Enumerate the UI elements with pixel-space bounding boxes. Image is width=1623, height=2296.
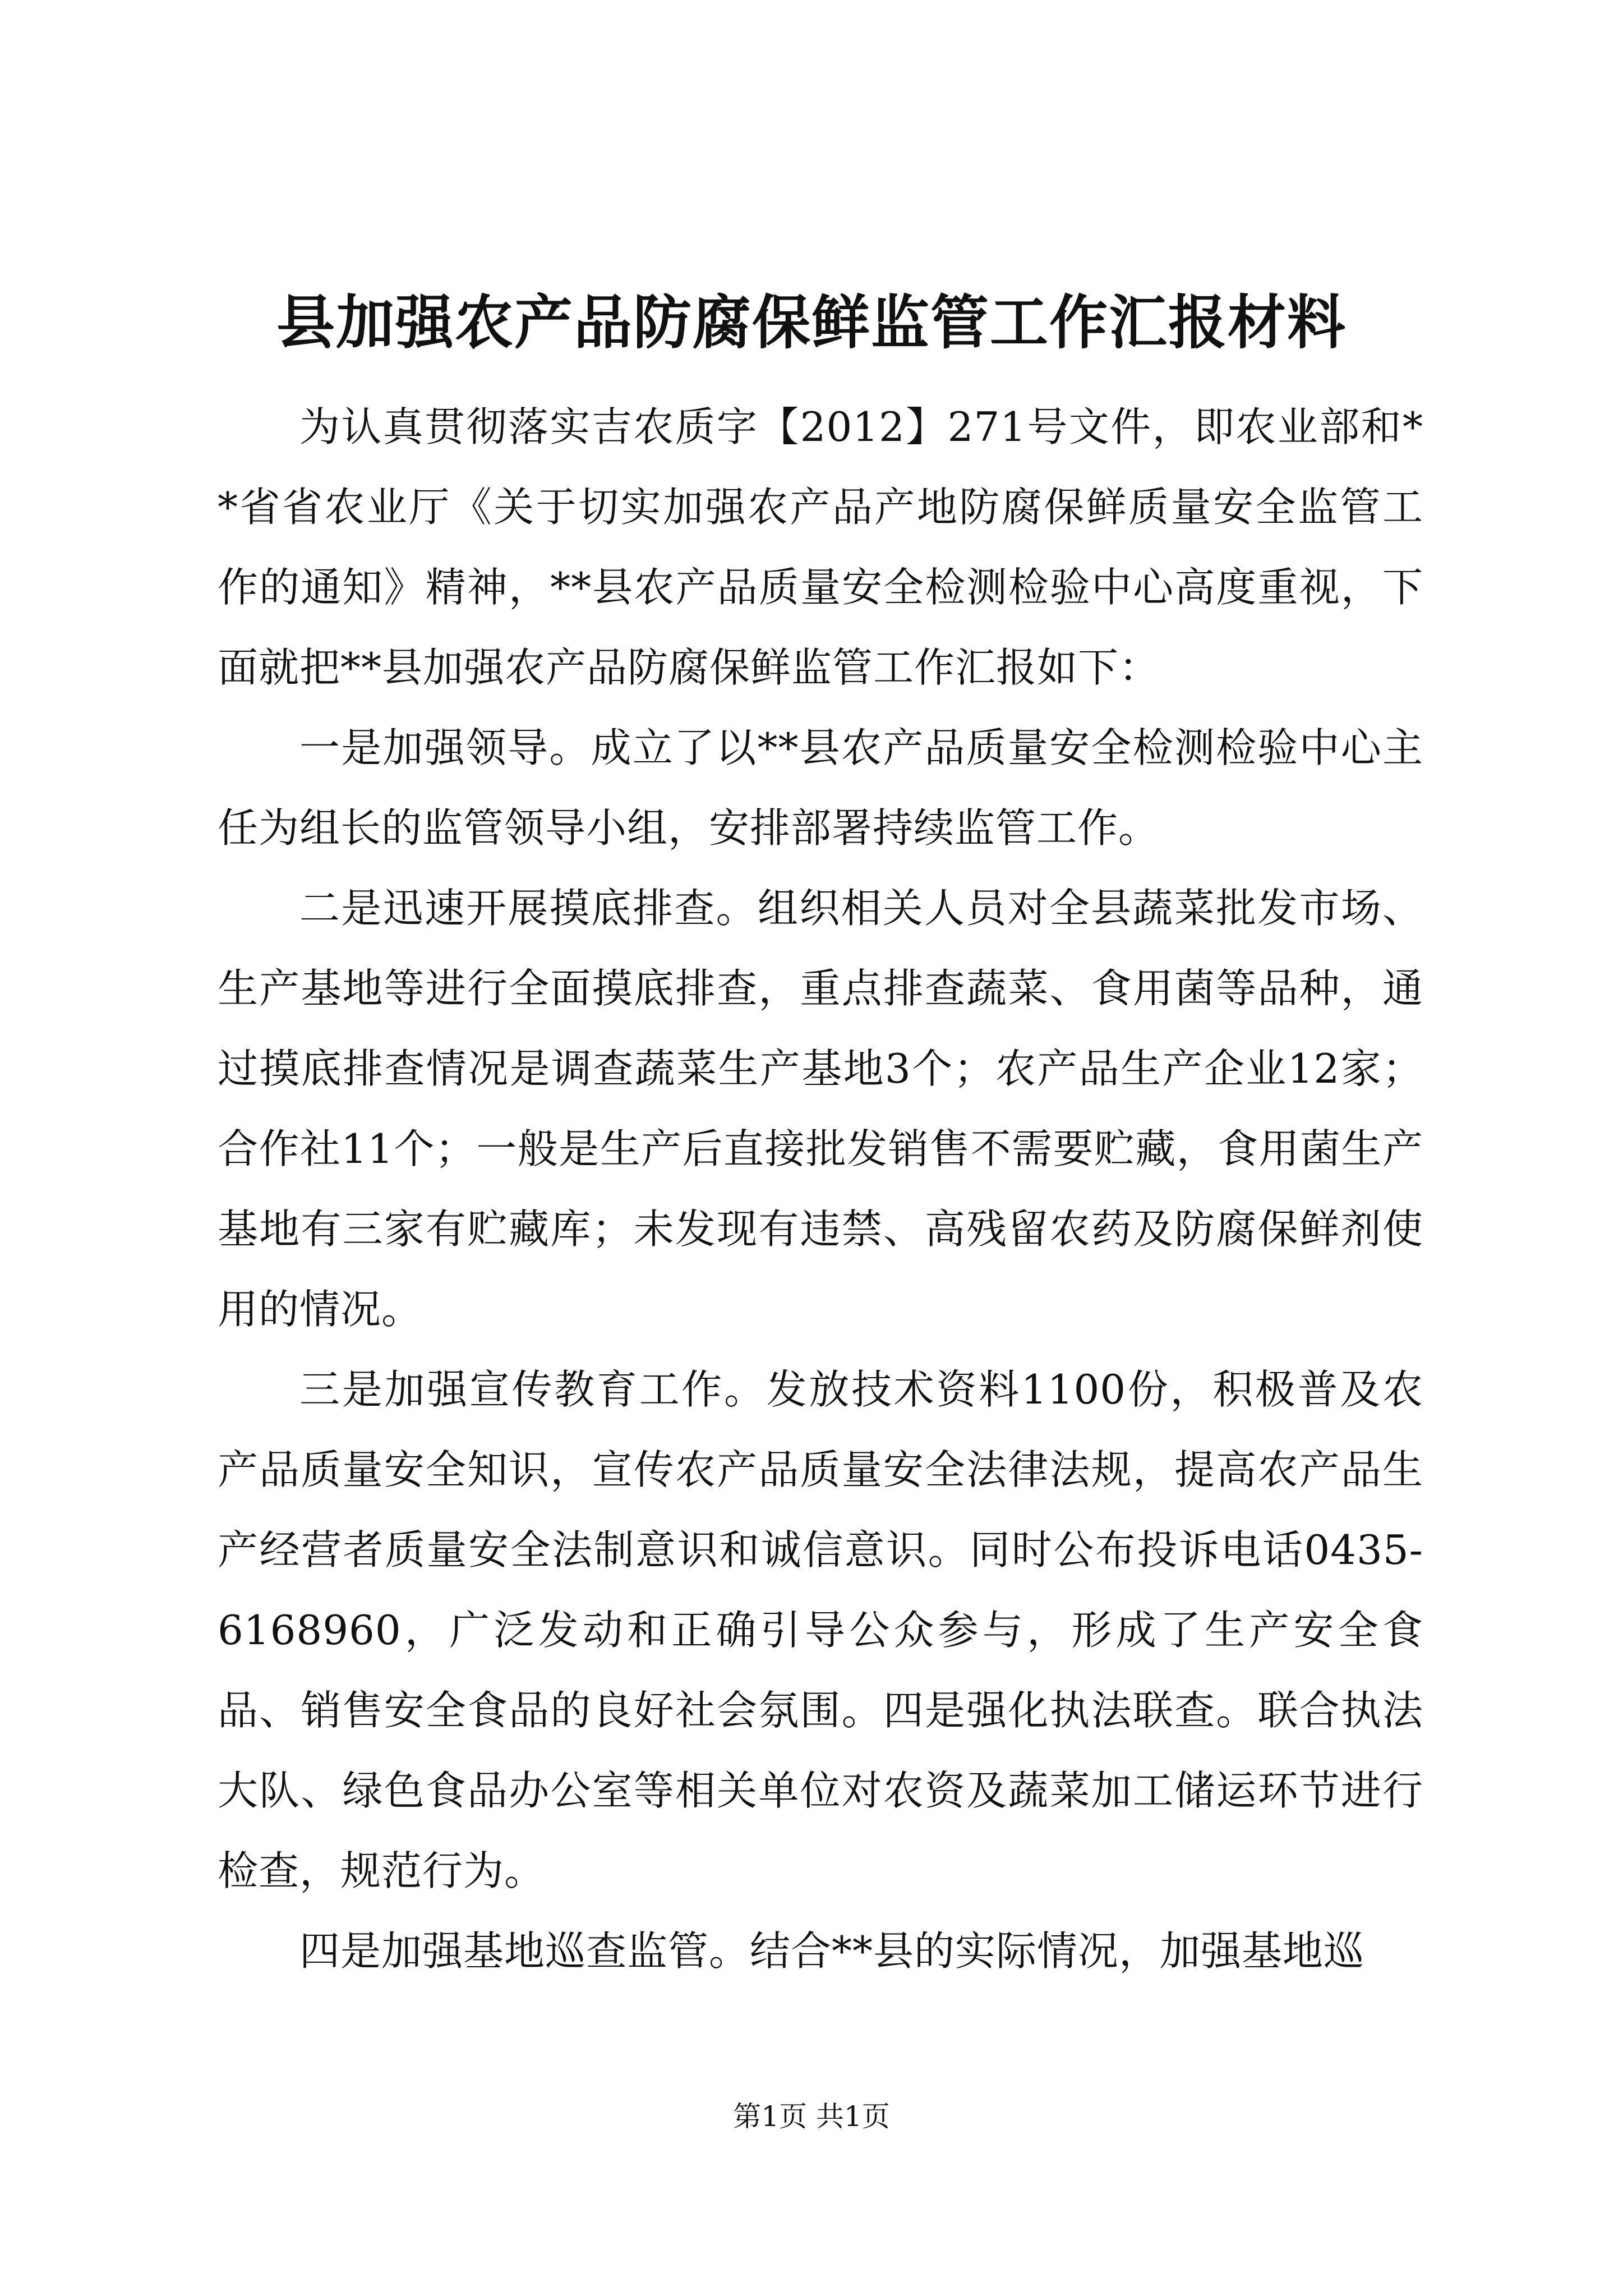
document-title: 县加强农产品防腐保鲜监管工作汇报材料 <box>276 288 1347 357</box>
paragraph-publicity: 三是加强宣传教育工作。发放技术资料1100份，积极普及农产品质量安全知识，宣传农产品质量安全法律法规，提高农产品生产经营者质量安全法制意识和诚信意识。同时公布投诉电话0435-6168960，广泛发动和正确引导公众参与，形成了生产安全食品、销售安全食品的良好社会氛围。四是强化执法联查。联合执法大队、绿色食品办公室等相关单位对农资及蔬菜加工储运环节进行检查，规范行为。 <box>218 1366 1423 1894</box>
paragraph-survey: 二是迅速开展摸底排查。组织相关人员对全县蔬菜批发市场、生产基地等进行全面摸底排查，重点排查蔬菜、食用菌等品种，通过摸底排查情况是调查蔬菜生产基地3个；农产品生产企业12家；合作社11个；一般是生产后直接批发销售不需要贮藏，食用菌生产基地有三家有贮藏库；未发现有违禁、高残留农药及防腐保鲜剂使用的情况。 <box>218 885 1423 1333</box>
paragraph-inspection: 四是加强基地巡查监管。结合**县的实际情况，加强基地巡 <box>299 1927 1365 1975</box>
paragraph-leadership: 一是加强领导。成立了以**县农产品质量安全检测检验中心主任为组长的监管领导小组，安排部署持续监管工作。 <box>218 724 1423 852</box>
paragraph-intro: 为认真贯彻落实吉农质字【2012】271号文件，即农业部和**省省农业厅《关于切实加强农产品产地防腐保鲜质量安全监管工作的通知》精神，**县农产品质量安全检测检验中心高度重视，下面就把**县加强农产品防腐保鲜监管工作汇报如下： <box>218 403 1423 691</box>
page-footer: 第1页 共1页 <box>733 2100 890 2133</box>
document-body <box>218 387 1423 1991</box>
